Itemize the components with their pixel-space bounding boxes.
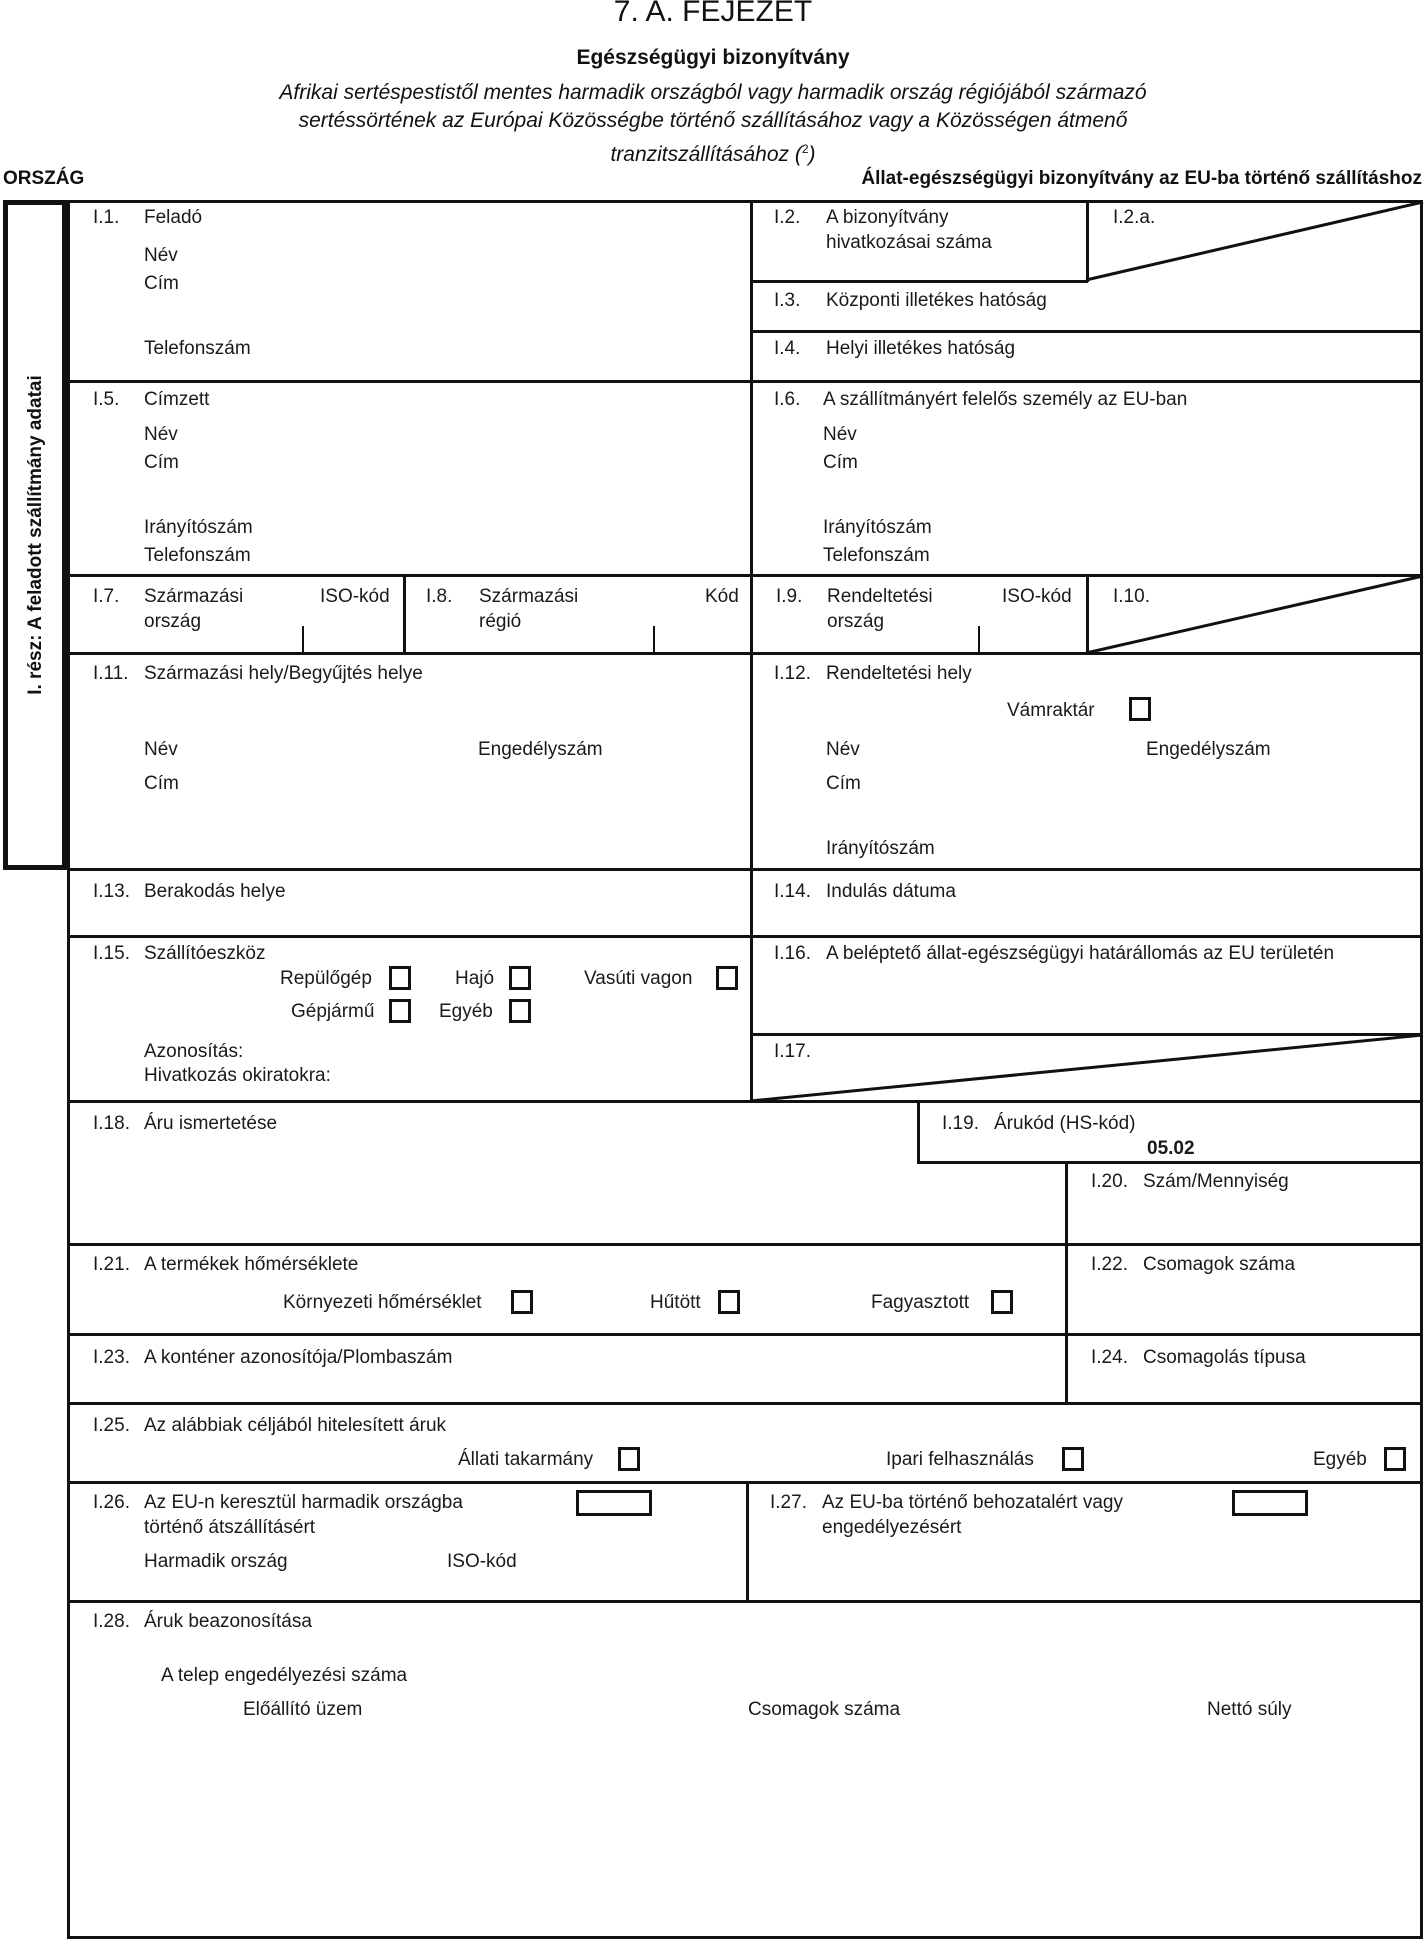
temperature-label: A termékek hőmérséklete	[144, 1254, 359, 1275]
transport-other-checkbox[interactable]	[509, 999, 531, 1023]
divider	[1065, 1161, 1068, 1403]
field-number-i13: I.13.	[93, 881, 130, 902]
divider	[67, 1600, 1423, 1603]
responsible-person-phone-field[interactable]: Telefonszám	[823, 545, 930, 566]
means-of-transport-label: Szállítóeszköz	[144, 943, 266, 964]
consignee-phone-field[interactable]: Telefonszám	[144, 545, 251, 566]
field-number-i8: I.8.	[426, 586, 453, 607]
type-of-packaging-field[interactable]: Csomagolás típusa	[1143, 1347, 1306, 1368]
field-number-i19: I.19.	[942, 1113, 979, 1134]
code-tick	[653, 626, 655, 654]
document-subtitle-line2: sertéssörtének az Európai Közösségbe történő szállításához vagy a Közösségen átmenő	[298, 109, 1128, 132]
commodity-code-label: Árukód (HS-kód)	[994, 1113, 1136, 1134]
divider	[746, 1481, 749, 1602]
transport-road-checkbox[interactable]	[389, 999, 411, 1023]
field-number-i17: I.17.	[774, 1041, 811, 1062]
certified-other-label: Egyéb	[1313, 1449, 1367, 1470]
certificate-label: Állat-egészségügyi bizonyítvány az EU-ba történő szállításhoz	[861, 168, 1422, 189]
temperature-ambient-checkbox[interactable]	[511, 1290, 533, 1314]
field-number-i10: I.10.	[1113, 586, 1150, 607]
field-number-i9: I.9.	[776, 586, 803, 607]
transport-plane-label: Repülőgép	[280, 968, 372, 989]
place-of-destination-approval-field[interactable]: Engedélyszám	[1146, 739, 1271, 760]
import-label-line2: engedélyezésért	[822, 1517, 962, 1538]
consignor-name-field[interactable]: Név	[144, 245, 178, 266]
field-number-i22: I.22.	[1091, 1254, 1128, 1275]
certificate-reference-field[interactable]: hivatkozásai száma	[826, 232, 992, 253]
destination-country-field[interactable]: ország	[827, 611, 885, 632]
number-of-packages-field[interactable]: Csomagok száma	[1143, 1254, 1296, 1275]
responsible-person-label: A szállítmányért felelős személy az EU-ban	[823, 389, 1188, 410]
divider	[403, 574, 406, 654]
crossed-cell-i17	[750, 1033, 1423, 1102]
country-label: ORSZÁG	[3, 168, 85, 189]
subtitle-close: )	[808, 143, 816, 166]
field-number-i14: I.14.	[774, 881, 811, 902]
subtitle-text: tranzitszállításához (	[610, 143, 802, 166]
field-number-i11: I.11.	[93, 663, 129, 684]
certified-other-checkbox[interactable]	[1384, 1447, 1406, 1471]
import-label-line1: Az EU-ba történő behozatalért vagy	[822, 1492, 1124, 1513]
transit-label-line1: Az EU-n keresztül harmadik országba	[144, 1492, 463, 1513]
divider	[67, 380, 1423, 383]
field-number-i16: I.16.	[774, 943, 811, 964]
document-subtitle-line3	[0, 136, 1426, 168]
code-tick	[978, 626, 980, 654]
certified-for-label: Az alábbiak céljából hitelesített áruk	[144, 1415, 447, 1436]
origin-region-field[interactable]: régió	[479, 611, 522, 632]
transit-label-line2: történő átszállításért	[144, 1517, 316, 1538]
responsible-person-name-field[interactable]: Név	[823, 424, 857, 445]
commodity-code-value[interactable]: 05.02	[1147, 1138, 1195, 1159]
place-of-loading-field[interactable]: Berakodás helye	[144, 881, 286, 902]
departure-date-field[interactable]: Indulás dátuma	[826, 881, 956, 902]
divider	[67, 868, 1423, 871]
temperature-chilled-checkbox[interactable]	[718, 1290, 740, 1314]
transit-checkbox[interactable]	[576, 1490, 652, 1516]
field-number-i6: I.6.	[774, 389, 801, 410]
customs-warehouse-label: Vámraktár	[1007, 700, 1095, 721]
origin-country-field[interactable]: ország	[144, 611, 202, 632]
divider	[752, 280, 1088, 283]
field-number-i21: I.21.	[93, 1254, 130, 1275]
field-number-i7: I.7.	[93, 586, 120, 607]
field-number-i2a: I.2.a.	[1113, 207, 1156, 228]
identification-of-commodities-label: Áruk beazonosítása	[144, 1611, 312, 1632]
consignee-label: Címzett	[144, 389, 210, 410]
quantity-field[interactable]: Szám/Mennyiség	[1143, 1171, 1289, 1192]
divider	[752, 330, 1423, 333]
field-number-i15: I.15.	[93, 943, 130, 964]
central-authority-field[interactable]: Központi illetékes hatóság	[826, 290, 1047, 311]
field-number-i1: I.1.	[93, 207, 120, 228]
field-number-i5: I.5.	[93, 389, 120, 410]
consignee-name-field[interactable]: Név	[144, 424, 178, 445]
field-number-i25: I.25.	[93, 1415, 130, 1436]
consignor-label: Feladó	[144, 207, 203, 228]
origin-country-label-line1: Származási	[144, 586, 244, 607]
destination-country-iso-code[interactable]: ISO-kód	[1002, 586, 1072, 607]
place-of-origin-name-field[interactable]: Név	[144, 739, 178, 760]
field-number-i24: I.24.	[1091, 1347, 1128, 1368]
footnote-ref[interactable]: 2	[801, 142, 809, 156]
container-seal-number-field[interactable]: A konténer azonosítója/Plombaszám	[144, 1347, 453, 1368]
temperature-frozen-label: Fagyasztott	[871, 1292, 970, 1313]
column-number-of-packages: Csomagok száma	[748, 1699, 901, 1720]
divider	[750, 200, 753, 1100]
transport-rail-label: Vasúti vagon	[584, 968, 693, 989]
transport-other-label: Egyéb	[439, 1001, 493, 1022]
destination-country-label-line1: Rendeltetési	[827, 586, 933, 607]
place-of-destination-label: Rendeltetési hely	[826, 663, 972, 684]
place-of-origin-approval-field[interactable]: Engedélyszám	[478, 739, 603, 760]
code-tick	[302, 626, 304, 654]
transport-plane-checkbox[interactable]	[389, 966, 411, 990]
place-of-destination-postcode-field[interactable]: Irányítószám	[826, 838, 935, 859]
transport-rail-checkbox[interactable]	[716, 966, 738, 990]
field-number-i4: I.4.	[774, 338, 801, 359]
third-country-iso-code[interactable]: ISO-kód	[447, 1551, 517, 1572]
transport-ship-checkbox[interactable]	[509, 966, 531, 990]
place-of-destination-address-field[interactable]: Cím	[826, 773, 861, 794]
import-checkbox[interactable]	[1232, 1490, 1308, 1516]
plant-approval-number-label: A telep engedélyezési száma	[161, 1665, 408, 1686]
column-net-weight: Nettó súly	[1207, 1699, 1292, 1720]
border-inspection-post-field[interactable]: A beléptető állat-egészségügyi határállomás az EU területén	[826, 943, 1335, 964]
temperature-chilled-label: Hűtött	[650, 1292, 701, 1313]
place-of-origin-label: Származási hely/Begyűjtés helye	[144, 663, 423, 684]
certified-feed-checkbox[interactable]	[618, 1447, 640, 1471]
divider	[67, 935, 1423, 938]
field-number-i27: I.27.	[770, 1492, 807, 1513]
origin-region-label-line1: Származási	[479, 586, 579, 607]
temperature-frozen-checkbox[interactable]	[991, 1290, 1013, 1314]
document-subtitle-line1: Afrikai sertéspestistől mentes harmadik országból vagy harmadik ország régiójából származó	[279, 81, 1147, 104]
transport-ship-label: Hajó	[455, 968, 495, 989]
certified-industrial-label: Ipari felhasználás	[886, 1449, 1034, 1470]
divider	[67, 1333, 1423, 1336]
temperature-ambient-label: Környezeti hőmérséklet	[283, 1292, 482, 1313]
certificate-reference-label-line1: A bizonyítvány	[826, 207, 949, 228]
part-one-side-label: I. rész: A feladott szállítmány adatai	[25, 375, 46, 695]
document-title: Egészségügyi bizonyítvány	[576, 46, 850, 69]
local-authority-field[interactable]: Helyi illetékes hatóság	[826, 338, 1016, 359]
divider	[67, 1481, 1423, 1484]
consignor-phone-field[interactable]: Telefonszám	[144, 338, 251, 359]
origin-region-code[interactable]: Kód	[705, 586, 739, 607]
field-number-i2: I.2.	[774, 207, 801, 228]
chapter-heading: 7. A. FEJEZET	[613, 0, 813, 28]
third-country-field[interactable]: Harmadik ország	[144, 1551, 288, 1572]
responsible-person-postcode-field[interactable]: Irányítószám	[823, 517, 932, 538]
consignee-address-field[interactable]: Cím	[144, 452, 179, 473]
consignor-address-field[interactable]: Cím	[144, 273, 179, 294]
documentary-references-field[interactable]: Hivatkozás okiratokra:	[144, 1065, 331, 1086]
identification-field[interactable]: Azonosítás:	[144, 1041, 244, 1062]
certified-industrial-checkbox[interactable]	[1062, 1447, 1084, 1471]
divider	[67, 1402, 1423, 1405]
responsible-person-address-field[interactable]: Cím	[823, 452, 858, 473]
certified-feed-label: Állati takarmány	[458, 1449, 594, 1470]
column-manufacturing-plant: Előállító üzem	[243, 1699, 363, 1720]
field-number-i18: I.18.	[93, 1113, 130, 1134]
commodity-identification-area[interactable]	[80, 1730, 1410, 1930]
field-number-i3: I.3.	[774, 290, 801, 311]
commodity-description-field[interactable]: Áru ismertetése	[144, 1113, 278, 1134]
transport-road-label: Gépjármű	[291, 1001, 375, 1022]
customs-warehouse-checkbox[interactable]	[1129, 697, 1151, 721]
field-number-i26: I.26.	[93, 1492, 130, 1513]
divider	[67, 1243, 1423, 1246]
place-of-origin-address-field[interactable]: Cím	[144, 773, 179, 794]
field-number-i12: I.12.	[774, 663, 811, 684]
divider	[917, 1161, 1423, 1164]
field-number-i20: I.20.	[1091, 1171, 1128, 1192]
field-number-i28: I.28.	[93, 1611, 130, 1632]
origin-country-iso-code[interactable]: ISO-kód	[320, 586, 390, 607]
field-number-i23: I.23.	[93, 1347, 130, 1368]
divider	[917, 1100, 920, 1163]
place-of-destination-name-field[interactable]: Név	[826, 739, 860, 760]
consignee-postcode-field[interactable]: Irányítószám	[144, 517, 253, 538]
